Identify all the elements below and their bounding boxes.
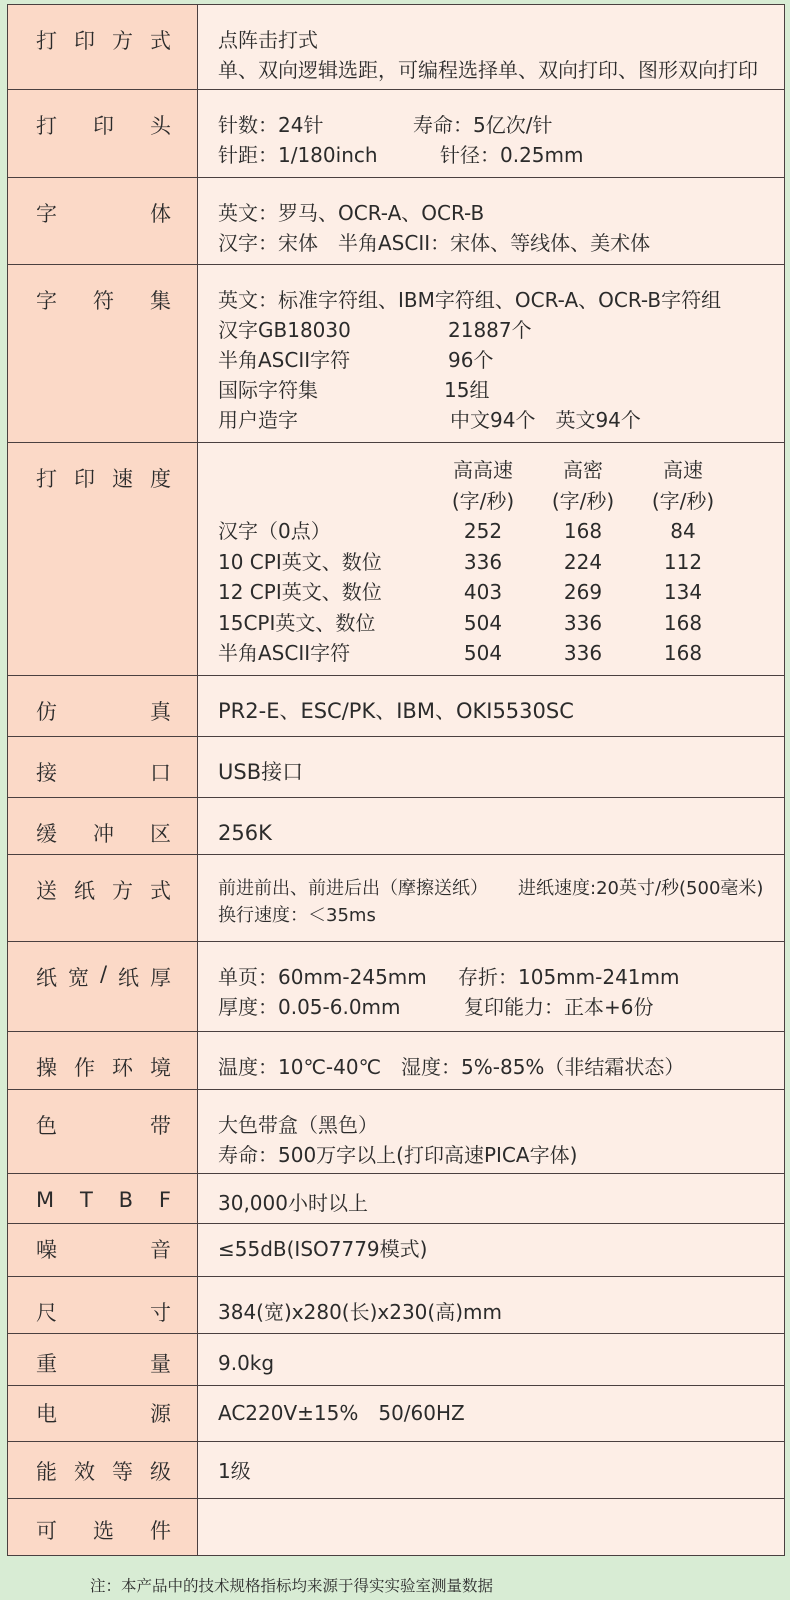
value-line: 厚度：0.05-6.0mm [218, 995, 401, 1019]
value-line: USB接口 [218, 760, 304, 784]
speed-cell: 336 [563, 641, 603, 665]
speed-cell: 504 [463, 610, 503, 635]
speed-cell: 224 [563, 549, 603, 574]
speed-col-header: 高速 [663, 458, 703, 482]
row-label [8, 1032, 198, 1090]
spec-row-ribbon [8, 1090, 785, 1174]
spec-row-noise [8, 1224, 785, 1277]
label-text: 字 符 集 [36, 289, 171, 313]
label-text: 打 印 头 [36, 114, 171, 138]
label-text: 字 体 [36, 202, 171, 226]
row-value [198, 1090, 785, 1174]
row-label [8, 1499, 198, 1556]
label-text: 操 作 环 境 [36, 1056, 171, 1080]
row-value [198, 855, 785, 942]
label-text: 纸 宽 / 纸 厚 [36, 962, 171, 990]
value-line: 96个 [448, 348, 494, 372]
value-line: 寿命：5亿次/针 [413, 113, 553, 137]
value-line: 半角ASCII字符 [218, 348, 351, 372]
speed-cell: 112 [663, 549, 703, 574]
value-line: 256K [218, 821, 272, 845]
row-value [198, 1032, 785, 1090]
speed-cell: 168 [663, 610, 703, 635]
speed-cell: 84 [670, 519, 696, 543]
value-line: 21887个 [448, 318, 532, 342]
row-label [8, 443, 198, 676]
speed-row-label: 汉字（0点） [218, 519, 331, 543]
row-value [198, 1499, 785, 1556]
row-value [198, 265, 785, 443]
speed-col-unit: (字/秒) [551, 488, 615, 513]
speed-row-label: 10 CPI英文、数位 [218, 549, 382, 574]
value-line: 30,000小时以上 [218, 1191, 368, 1215]
speed-row-label: 12 CPI英文、数位 [218, 580, 382, 604]
speed-cell: 269 [563, 580, 603, 604]
value-line: 换行速度：＜35ms [218, 905, 376, 926]
row-label [8, 90, 198, 178]
row-label [8, 1277, 198, 1334]
value-line: 汉字：宋体 半角ASCII：宋体、等线体、美术体 [218, 231, 651, 255]
row-value [198, 443, 785, 676]
value-line: PR2-E、ESC/PK、IBM、OKI5530SC [218, 699, 574, 723]
row-value [198, 942, 785, 1032]
speed-col-unit: (字/秒) [451, 488, 515, 513]
row-value [198, 1334, 785, 1386]
row-value [198, 676, 785, 737]
label-text: 打 印 速 度 [36, 467, 171, 491]
speed-table [218, 455, 784, 669]
spec-row-print-head [8, 90, 785, 178]
value-line: 温度：10℃-40℃ 湿度：5%-85%（非结霜状态） [218, 1055, 685, 1079]
label-text: 打 印 方 式 [36, 29, 171, 53]
value-line: 384(宽)x280(长)x230(高)mm [218, 1300, 502, 1324]
speed-cell: 252 [463, 519, 503, 543]
value-line: 英文：标准字符组、IBM字符组、OCR-A、OCR-B字符组 [218, 288, 722, 312]
speed-col-header: 高密 [563, 458, 603, 482]
label-text: 色 带 [36, 1114, 171, 1138]
row-label [8, 1334, 198, 1386]
label-text: 送 纸 方 式 [36, 879, 171, 903]
value-line: 复印能力：正本+6份 [464, 995, 654, 1019]
spec-row-buffer [8, 798, 785, 855]
value-line: 中文94个 英文94个 [450, 408, 641, 432]
spec-row-mtbf [8, 1174, 785, 1224]
row-label [8, 676, 198, 737]
row-value [198, 798, 785, 855]
speed-col-header: 高高速 [453, 458, 513, 482]
value-line: 9.0kg [218, 1351, 275, 1375]
label-text: 缓 冲 区 [36, 822, 171, 846]
row-label [8, 737, 198, 798]
label-text: M T B F [36, 1188, 171, 1212]
row-label [8, 1224, 198, 1277]
value-line: 1级 [218, 1459, 251, 1483]
value-line: 点阵击打式 [218, 28, 318, 52]
speed-cell: 168 [563, 519, 603, 543]
value-line: 存折：105mm-241mm [458, 965, 680, 989]
speed-row-label: 半角ASCII字符 [218, 641, 351, 665]
spec-row-power [8, 1386, 785, 1442]
value-line: 寿命：500万字以上(打印高速PICA字体) [218, 1143, 578, 1167]
value-line: 进纸速度:20英寸/秒(500毫米) [518, 878, 764, 899]
spec-row-print-method [8, 5, 785, 90]
row-label [8, 798, 198, 855]
speed-cell: 403 [463, 580, 503, 604]
value-line: 用户造字 [218, 408, 298, 432]
footnote: 注：本产品中的技术规格指标均来源于得实实验室测量数据 [90, 1577, 494, 1595]
spec-row-options [8, 1499, 785, 1556]
value-line: 针数：24针 [218, 113, 324, 137]
spec-table [7, 4, 785, 1556]
row-value [198, 5, 785, 90]
speed-cell: 336 [563, 610, 603, 635]
row-value [198, 737, 785, 798]
label-text: 可 选 件 [36, 1519, 171, 1543]
row-label [8, 855, 198, 942]
value-line: 针距：1/180inch [218, 143, 378, 167]
speed-cell: 336 [463, 549, 503, 574]
label-text: 电 源 [36, 1402, 171, 1426]
value-line: 英文：罗马、OCR-A、OCR-B [218, 201, 485, 225]
spec-row-paper-size [8, 942, 785, 1032]
label-text: 接 口 [36, 761, 171, 785]
value-line: 大色带盒（黑色） [218, 1113, 378, 1137]
speed-cell: 134 [663, 580, 703, 604]
label-text: 仿 真 [36, 700, 171, 724]
row-label [8, 178, 198, 265]
row-value [198, 178, 785, 265]
value-line: AC220V±15% 50/60HZ [218, 1401, 465, 1425]
value-line: 汉字GB18030 [218, 318, 351, 342]
row-label [8, 265, 198, 443]
spec-row-font [8, 178, 785, 265]
speed-cell: 168 [663, 641, 703, 665]
row-value [198, 1224, 785, 1277]
label-text: 尺 寸 [36, 1301, 171, 1325]
value-line: 单、双向逻辑选距，可编程选择单、双向打印、图形双向打印 [218, 58, 758, 82]
spec-row-dimensions [8, 1277, 785, 1334]
spec-row-emulation [8, 676, 785, 737]
spec-row-print-speed [8, 443, 785, 676]
label-text: 能 效 等 级 [36, 1460, 171, 1484]
value-line: 单页：60mm-245mm [218, 965, 427, 989]
row-label [8, 1174, 198, 1224]
value-line: ≤55dB(ISO7779模式) [218, 1237, 428, 1261]
spec-row-charset [8, 265, 785, 443]
row-label [8, 942, 198, 1032]
row-label [8, 5, 198, 90]
row-label [8, 1386, 198, 1442]
spec-row-energy-level [8, 1442, 785, 1499]
label-text: 噪 音 [36, 1238, 171, 1262]
value-line: 国际字符集 [218, 378, 318, 402]
value-line: 前进前出、前进后出（摩擦送纸） [218, 878, 488, 899]
row-value [198, 1174, 785, 1224]
spec-row-environment [8, 1032, 785, 1090]
speed-row-label: 15CPI英文、数位 [218, 610, 376, 635]
row-value [198, 1386, 785, 1442]
speed-cell: 504 [463, 641, 503, 665]
label-text: 重 量 [36, 1352, 171, 1376]
spec-row-weight [8, 1334, 785, 1386]
row-label [8, 1090, 198, 1174]
value-line: 15组 [444, 378, 490, 402]
row-label [8, 1442, 198, 1499]
speed-col-unit: (字/秒) [651, 488, 715, 513]
spec-row-paper-feed [8, 855, 785, 942]
row-value [198, 1277, 785, 1334]
value-line: 针径：0.25mm [440, 143, 584, 167]
spec-row-interface [8, 737, 785, 798]
row-value [198, 90, 785, 178]
row-value [198, 1442, 785, 1499]
